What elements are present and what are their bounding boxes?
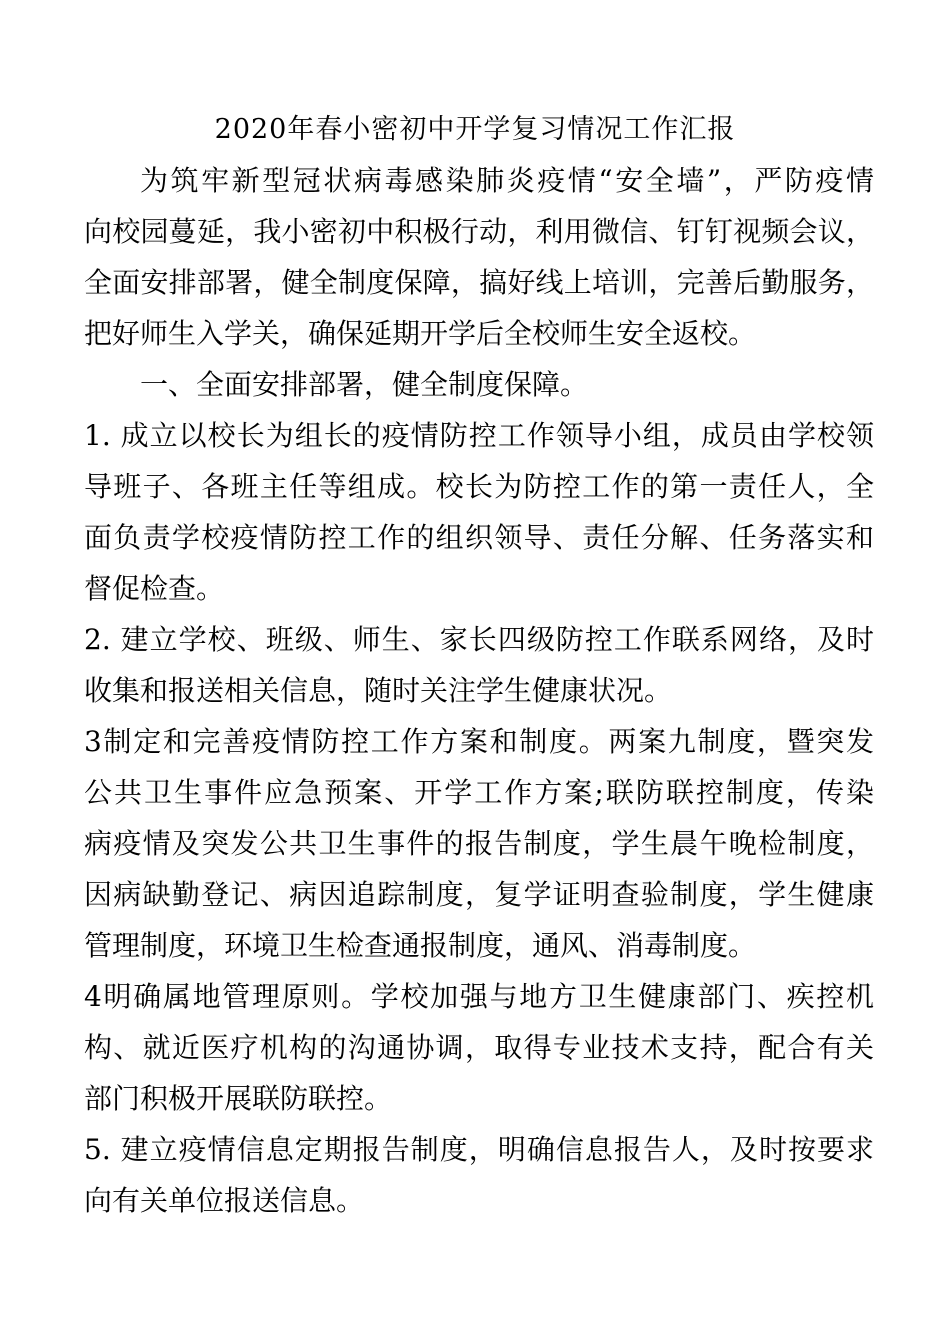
section-1-heading: 一、全面安排部署，健全制度保障。 <box>140 368 589 401</box>
item-1-line-3: 面负责学校疫情防控工作的组织领导、责任分解、任务落实和 <box>84 521 874 554</box>
document-title: 2020年春小密初中开学复习情况工作汇报 <box>214 114 736 145</box>
item-1-line-2: 导班子、各班主任等组成。校长为防控工作的第一责任人，全 <box>84 470 874 503</box>
item-2-line-2: 收集和报送相关信息，随时关注学生健康状况。 <box>84 674 673 707</box>
item-1-line-4: 督促检查。 <box>84 572 225 605</box>
item-3-line-4: 因病缺勤登记、病因追踪制度，复学证明查验制度，学生健康 <box>84 878 874 911</box>
item-3-line-3: 病疫情及突发公共卫生事件的报告制度，学生晨午晚检制度， <box>84 827 874 860</box>
item-4-line-1: 4明确属地管理原则。学校加强与地方卫生健康部门、疾控机 <box>84 980 874 1013</box>
item-1-line-1: 1. 成立以校长为组长的疫情防控工作领导小组，成员由学校领 <box>84 419 874 452</box>
item-5-line-1: 5. 建立疫情信息定期报告制度，明确信息报告人，及时按要求 <box>84 1133 874 1166</box>
intro-line-4: 把好师生入学关，确保延期开学后全校师生安全返校。 <box>84 317 757 350</box>
item-2-line-1: 2. 建立学校、班级、师生、家长四级防控工作联系网络，及时 <box>84 623 874 656</box>
item-5-line-2: 向有关单位报送信息。 <box>84 1184 365 1217</box>
intro-line-3: 全面安排部署，健全制度保障，搞好线上培训，完善后勤服务， <box>84 266 874 299</box>
intro-line-2: 向校园蔓延，我小密初中积极行动，利用微信、钉钉视频会议， <box>84 215 874 248</box>
item-3-line-5: 管理制度，环境卫生检查通报制度，通风、消毒制度。 <box>84 929 757 962</box>
item-4-line-3: 部门积极开展联防联控。 <box>84 1082 393 1115</box>
intro-line-1: 为筑牢新型冠状病毒感染肺炎疫情“安全墙”，严防疫情 <box>140 164 874 197</box>
item-4-line-2: 构、就近医疗机构的沟通协调，取得专业技术支持，配合有关 <box>84 1031 874 1064</box>
item-3-line-2: 公共卫生事件应急预案、开学工作方案;联防联控制度，传染 <box>84 776 874 809</box>
item-3-line-1: 3制定和完善疫情防控工作方案和制度。两案九制度，暨突发 <box>84 725 874 758</box>
